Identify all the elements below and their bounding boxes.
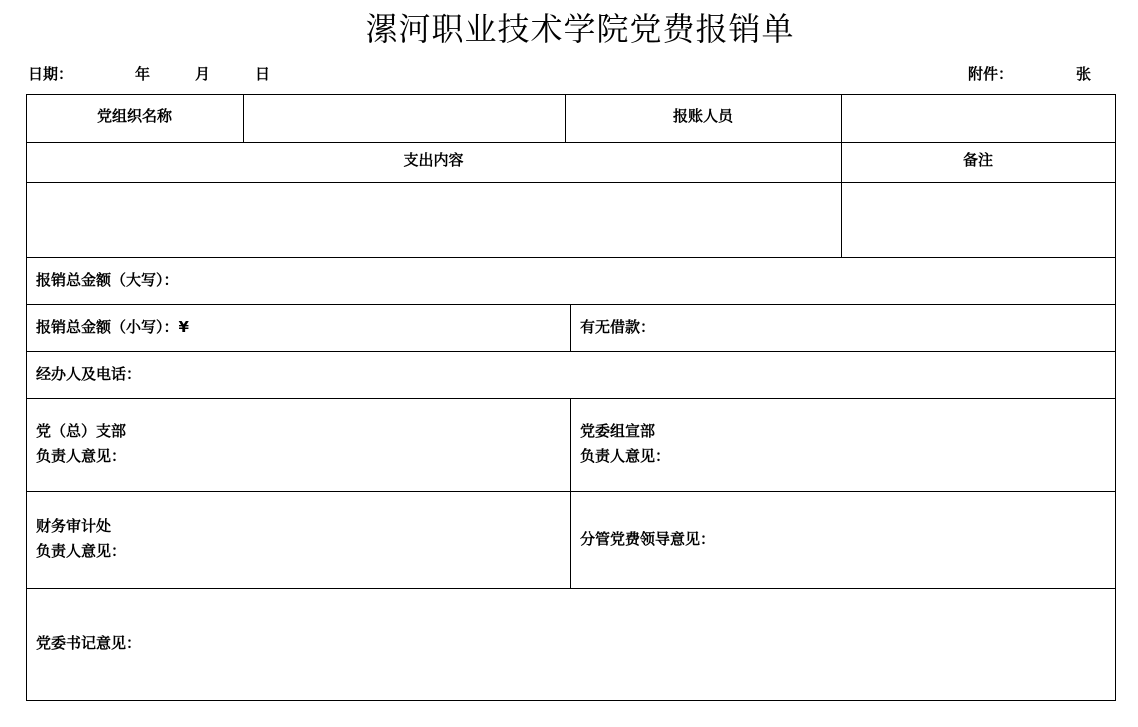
row-divider [26, 491, 1116, 492]
row-divider [26, 182, 1116, 183]
column-divider [243, 94, 244, 142]
day-label: 日 [255, 65, 271, 83]
propaganda-opinion-label: 负责人意见： [580, 447, 671, 465]
row-divider [26, 588, 1116, 589]
row-divider [26, 257, 1116, 258]
attachment-label: 附件： [968, 65, 1014, 83]
date-label: 日期： [28, 65, 74, 83]
year-label: 年 [135, 65, 151, 83]
attachment-unit: 张 [1076, 65, 1092, 83]
column-divider [841, 94, 842, 257]
propaganda-dept-label: 党委组宣部 [580, 422, 656, 440]
row-divider [26, 142, 1116, 143]
row-divider [26, 304, 1116, 305]
branch-opinion-label: 负责人意见： [36, 447, 127, 465]
remarks-label: 备注 [962, 151, 993, 169]
reimburser-label: 报账人员 [672, 107, 733, 125]
leader-opinion-label: 分管党费领导意见： [580, 530, 716, 548]
total-uppercase-label: 报销总金额（大写）： [36, 271, 179, 289]
table-border-bottom [26, 700, 1116, 701]
finance-dept-label: 财务审计处 [36, 517, 112, 535]
handler-phone-label: 经办人及电话： [36, 365, 142, 383]
expense-content-label: 支出内容 [403, 151, 464, 169]
row-divider [26, 351, 1116, 352]
month-label: 月 [195, 65, 211, 83]
party-org-name-label: 党组织名称 [96, 107, 172, 125]
finance-opinion-label: 负责人意见： [36, 542, 127, 560]
table-border-left [26, 94, 27, 701]
row-divider [26, 398, 1116, 399]
form-title: 漯河职业技术学院党费报销单 [365, 10, 795, 48]
column-divider [570, 398, 571, 588]
table-border-top [26, 94, 1116, 95]
branch-label: 党（总）支部 [36, 422, 127, 440]
has-loan-label: 有无借款： [580, 318, 656, 336]
table-border-right [1115, 94, 1116, 701]
column-divider [570, 304, 571, 351]
total-lowercase-label: 报销总金额（小写）：¥ [36, 318, 189, 336]
secretary-opinion-label: 党委书记意见： [36, 634, 142, 652]
